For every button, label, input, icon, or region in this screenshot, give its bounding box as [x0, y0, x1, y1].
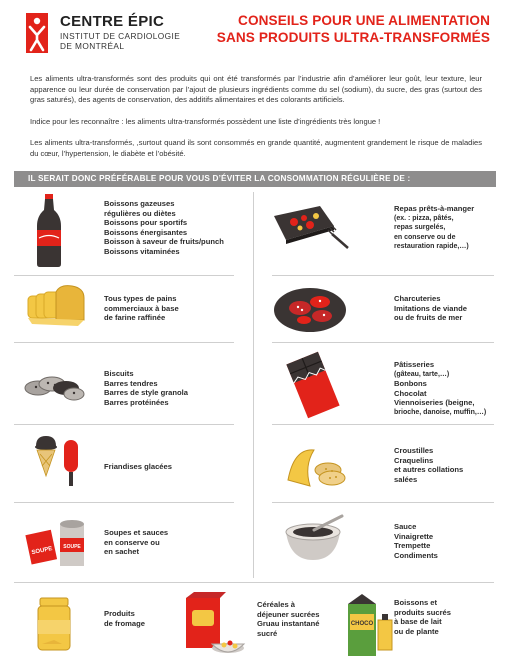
cookie-stack-icon: [22, 364, 86, 408]
row-divider: [272, 424, 494, 425]
label-cereals: Céréales à déjeuner sucrées Gruau instantané sucré: [257, 600, 320, 638]
milk-box-text: CHOCO: [350, 621, 374, 627]
ready-meal-tray-icon: [268, 196, 350, 252]
row-divider: [14, 582, 494, 583]
brand-subtitle-2: DE MONTRÉAL: [60, 41, 125, 51]
cheese-jar-icon: [34, 596, 74, 654]
chocolate-milk-carton-icon: [340, 590, 396, 660]
brand-name: CENTRE ÉPIC: [60, 13, 165, 30]
row-divider: [14, 502, 234, 503]
label-sauces: Sauce Vinaigrette Trempette Condiments: [394, 522, 438, 560]
soup-box-text: SOUPE: [31, 545, 53, 557]
epic-logo-icon: [26, 13, 48, 53]
ice-cream-icon: [30, 432, 86, 496]
deli-meat-plate-icon: [270, 280, 352, 336]
row-divider: [14, 424, 234, 425]
label-frozen: Friandises glacées: [104, 462, 172, 471]
label-drinks: Boissons gazeuses régulières ou diètes Boissons pour sportifs Boissons énergisantes Boisson à saveur de fruits/punch Boissons vitaminées: [104, 199, 224, 256]
intro-paragraph-2: Indice pour les reconnaître : les aliments ultra-transformés possèdent une liste d’ingrédients très longue !: [30, 117, 381, 126]
label-breads: Tous types de pains commerciaux à base de farine raffinée: [104, 294, 179, 322]
column-divider: [253, 192, 254, 578]
row-divider: [272, 342, 494, 343]
intro-paragraph-1: Les aliments ultra-transformés sont des produits qui ont été transformés par l’industrie afin d’améliorer leur goût, leur texture, leur apparence ou leur durée de conservation par l’ajout de plusieurs ingrédients comme du sel (sodium), du sucre, des gras (surtout des gras saturés), des agents de conservation, des additifs alimentaires et des colorants artificiels.: [30, 74, 482, 105]
label-cheese: Produits de fromage: [104, 609, 145, 628]
label-cookies: Biscuits Barres tendres Barres de style granola Barres protéinées: [104, 369, 188, 407]
chips-crackers-icon: [284, 440, 352, 496]
sauce-bowl-icon: [280, 512, 352, 568]
row-divider: [272, 502, 494, 503]
banner-text: IL SERAIT DONC PRÉFÉRABLE POUR VOUS D’ÉVITER LA CONSOMMATION RÉGULIÈRE DE :: [28, 174, 411, 183]
page-title-line-2: SANS PRODUITS ULTRA-TRANSFORMÉS: [216, 30, 490, 45]
section-banner: [14, 171, 496, 187]
brand-subtitle-1: INSTITUT DE CARDIOLOGIE: [60, 31, 181, 41]
page-title-line-1: CONSEILS POUR UNE ALIMENTATION: [238, 13, 490, 28]
label-snacks: Croustilles Craquelins et autres collations salées: [394, 446, 464, 484]
label-soups: Soupes et sauces en conserve ou en sachet: [104, 528, 169, 556]
label-ready-meals: Repas prêts-à-manger (ex. : pizza, pâtés, repas surgelés, en conserve ou de restauration rapide,…): [394, 204, 475, 250]
label-milk: Boissons et produits sucrés à base de lait ou de plante: [394, 598, 451, 636]
cereal-box-icon: [180, 592, 248, 662]
chocolate-bar-icon: [284, 350, 342, 420]
page-header: [0, 0, 510, 70]
label-deli: Charcuteries Imitations de viande ou de fruits de mer: [394, 294, 468, 322]
soda-bottle-icon: [30, 194, 68, 268]
label-pastries: Pâtisseries (gâteau, tarte,…) Bonbons Chocolat Viennoiseries (beigne, brioche, danoise, muffin,…): [394, 360, 487, 416]
row-divider: [14, 275, 234, 276]
bread-loaf-icon: [26, 280, 88, 336]
soup-can-text: SOUPE: [63, 544, 81, 550]
row-divider: [14, 342, 234, 343]
soup-can-icon: [24, 510, 90, 572]
row-divider: [272, 275, 494, 276]
intro-paragraph-3: Les aliments ultra-transformés, ,surtout quand ils sont consommés en grande quantité, augmentent grandement le risque de maladies du cœur, l’hypertension, le diabète et l’obésité.: [30, 138, 482, 158]
